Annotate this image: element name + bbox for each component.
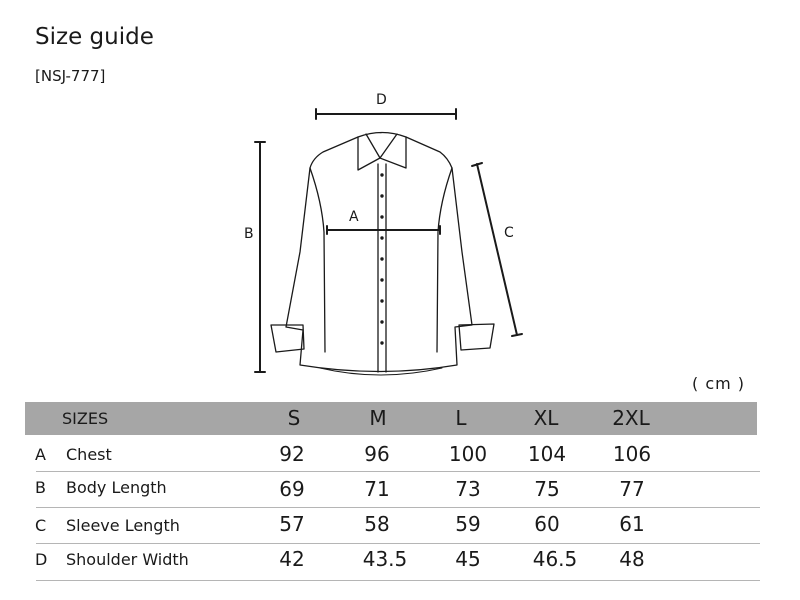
- row-letter: B: [35, 478, 46, 497]
- row-name: Sleeve Length: [66, 516, 180, 535]
- row-value: 57: [279, 512, 305, 536]
- row-divider: [36, 580, 760, 581]
- label-c: C: [504, 225, 514, 241]
- row-value: 104: [527, 442, 567, 466]
- row-divider: [36, 543, 760, 544]
- page-title: Size guide: [35, 24, 154, 50]
- row-value: 58: [364, 512, 390, 536]
- product-code: [NSJ-777]: [35, 67, 106, 85]
- row-value: 43.5: [362, 547, 408, 571]
- size-header-m: M: [369, 406, 387, 430]
- row-value: 77: [619, 477, 645, 501]
- row-value: 48: [619, 547, 645, 571]
- row-letter: D: [35, 550, 48, 569]
- row-value: 60: [534, 512, 560, 536]
- row-divider: [36, 507, 760, 508]
- row-name: Chest: [66, 445, 112, 464]
- row-name: Shoulder Width: [66, 550, 189, 569]
- row-value: 92: [279, 442, 305, 466]
- row-value: 45: [455, 547, 481, 571]
- unit-label: ( cm ): [692, 374, 746, 393]
- row-value: 46.5: [532, 547, 578, 571]
- row-value: 100: [448, 442, 488, 466]
- shirt-measurement-diagram: [230, 82, 550, 382]
- row-value: 73: [455, 477, 481, 501]
- row-value: 71: [364, 477, 390, 501]
- row-name: Body Length: [66, 478, 167, 497]
- row-letter: C: [35, 516, 47, 535]
- size-header-2xl: 2XL: [612, 406, 650, 430]
- label-d: D: [376, 92, 387, 108]
- row-value: 106: [612, 442, 652, 466]
- sizes-header-label: SIZES: [62, 409, 109, 428]
- row-value: 59: [455, 512, 481, 536]
- size-header-l: L: [455, 406, 467, 430]
- label-b: B: [244, 226, 254, 242]
- row-value: 61: [619, 512, 645, 536]
- row-value: 75: [534, 477, 560, 501]
- row-value: 69: [279, 477, 305, 501]
- row-value: 96: [364, 442, 390, 466]
- size-header-xl: XL: [533, 406, 559, 430]
- row-divider: [36, 471, 760, 472]
- label-a: A: [349, 209, 359, 225]
- row-value: 42: [279, 547, 305, 571]
- row-letter: A: [35, 445, 46, 464]
- size-header-s: S: [287, 406, 301, 430]
